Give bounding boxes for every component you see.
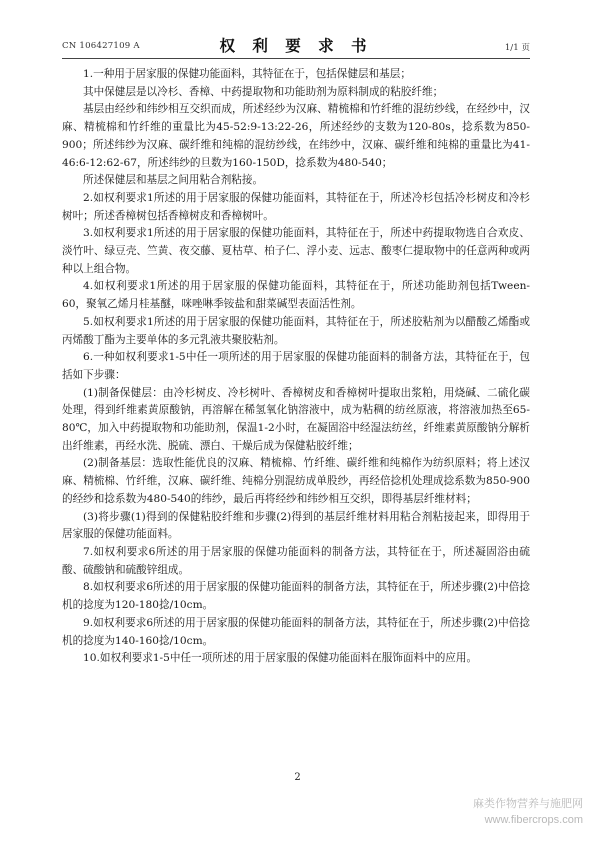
page-indicator: 1/1 页: [504, 43, 530, 53]
claim-paragraph: (1)制备保健层：由冷杉树皮、冷杉树叶、香樟树皮和香樟树叶提取出浆粕，用烧碱、二硫化碳处理，得到纤维素黄原酸钠，再溶解在稀氢氧化钠溶液中，成为粘稠的纺丝原液，将溶液加热至65-80℃，加入中药提取物和功能助剂，保温1-2小时，在凝固浴中经湿法纺丝，纤维素黄原酸钠分解析出纤维素，再经水洗、脱硫、漂白、干燥后成为保健粘胶纤维；: [62, 386, 530, 452]
header-divider: [62, 58, 530, 59]
document-header: [62, 34, 530, 54]
site-watermark: [473, 796, 583, 828]
document-title: 权 利 要 求 书: [219, 36, 373, 55]
claim-paragraph: 4.如权利要求1所述的用于居家服的保健功能面料，其特征在于，所述功能助剂包括Tween-60，聚氧乙烯月桂基醚，咪唑啉季铵盐和甜菜碱型表面活性剂。: [62, 280, 530, 311]
claim-paragraph: 8.如权利要求6所述的用于居家服的保健功能面料的制备方法，其特征在于，所述步骤(2)中倍捻机的捻度为120-180捻/10cm。: [62, 581, 530, 612]
page-number: 2: [294, 772, 301, 783]
claim-paragraph: 1.一种用于居家服的保健功能面料，其特征在于，包括保健层和基层；: [83, 68, 411, 80]
claim-paragraph: 6.一种如权利要求1-5中任一项所述的用于居家服的保健功能面料的制备方法，其特征在于，包括如下步骤：: [62, 351, 530, 381]
watermark-site-url: www.fibercrops.com: [484, 814, 583, 826]
claim-paragraph: (2)制备基层：选取性能优良的汉麻、精梳棉、竹纤维、碳纤维和纯棉作为纺织原料；将上述汉麻、精梳棉、竹纤维，汉麻、碳纤维、纯棉分别混纺成单股纱，再经倍捻机处理成捻系数为850-900的经纱和捻系数为480-540的纬纱，最后再将经纱和纬纱相互交织，即得基层纤维材料；: [62, 457, 530, 505]
claim-paragraph: 所述保健层和基层之间用粘合剂粘接。: [83, 174, 264, 187]
claim-paragraph: 基层由经纱和纬纱相互交织而成，所述经纱为汉麻、精梳棉和竹纤维的混纺纱线，在经纱中，汉麻、精梳棉和竹纤维的重量比为45-52:9-13:22-26，所述经纱的支数为120-80s，捻系数为850-900；所述纬纱为汉麻、碳纤维和纯棉的混纺纱线，在纬纱中，汉麻、碳纤维和纯棉的重量比为41-46:6-12:62-67，所述纬纱的旦数为160-150D，捻系数为480-540；: [62, 103, 530, 169]
claim-paragraph: 10.如权利要求1-5中任一项所述的用于居家服的保健功能面料在服饰面料中的应用。: [83, 652, 478, 665]
claim-paragraph: 其中保健层是以冷杉、香樟、中药提取物和功能助剂为原料制成的粘胶纤维；: [83, 85, 444, 98]
claim-paragraph: 9.如权利要求6所述的用于居家服的保健功能面料的制备方法，其特征在于，所述步骤(2)中倍捻机的捻度为140-160捻/10cm。: [62, 616, 530, 647]
claims-body: [62, 66, 530, 668]
claim-paragraph: 7.如权利要求6所述的用于居家服的保健功能面料的制备方法，其特征在于，所述凝固浴由硫酸、硫酸钠和硫酸锌组成。: [62, 545, 530, 576]
watermark-site-name: 麻类作物营养与施肥网: [473, 798, 583, 810]
claim-paragraph: (3)将步骤(1)得到的保健粘胶纤维和步骤(2)得到的基层纤维材料用粘合剂粘接起来，即得用于居家服的保健功能面料。: [62, 510, 530, 541]
claim-paragraph: 3.如权利要求1所述的用于居家服的保健功能面料，其特征在于，所述中药提取物选自合欢皮、淡竹叶、绿豆壳、竺黄、夜交藤、夏枯草、柏子仁、浮小麦、远志、酸枣仁提取物中的任意两种或两种以上组合物。: [62, 227, 530, 275]
claim-paragraph: 5.如权利要求1所述的用于居家服的保健功能面料，其特征在于，所述胶粘剂为以醋酸乙烯酯或丙烯酸丁酯为主要单体的多元乳液共聚胶粘剂。: [62, 315, 530, 346]
publication-number: CN 106427109 A: [62, 41, 140, 51]
claim-paragraph: 2.如权利要求1所述的用于居家服的保健功能面料，其特征在于，所述冷杉包括冷杉树皮和冷杉树叶；所述香樟树包括香樟树皮和香樟树叶。: [62, 191, 530, 222]
